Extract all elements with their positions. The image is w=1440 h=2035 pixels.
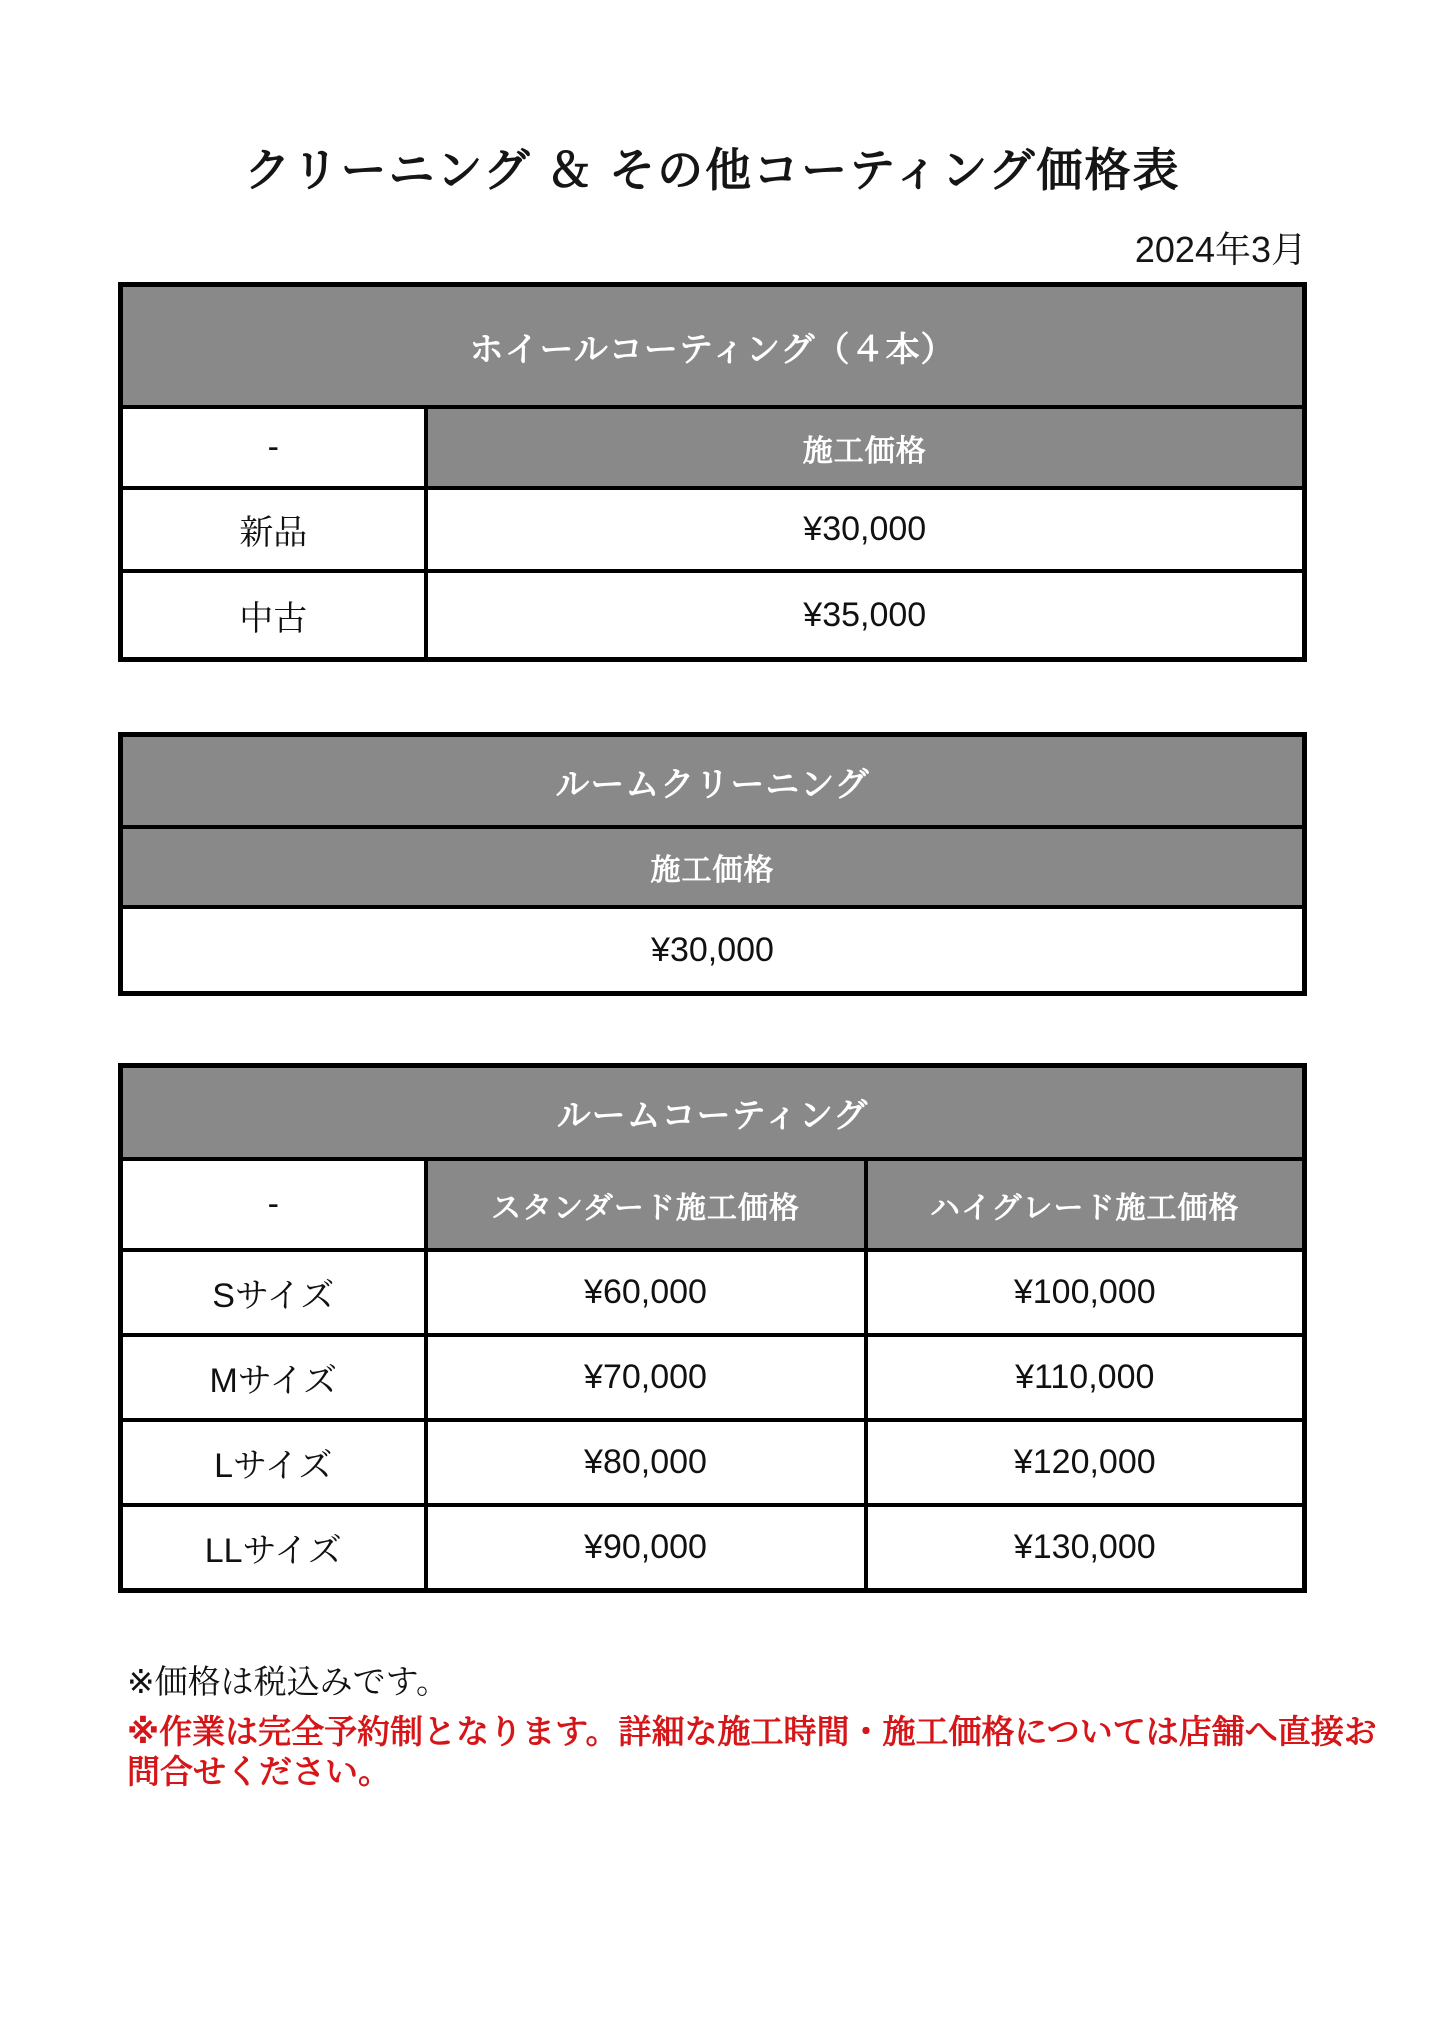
row-label: Sサイズ xyxy=(121,1250,426,1335)
price-column-header: 施工価格 xyxy=(426,407,1305,488)
row-label: 中古 xyxy=(121,571,426,660)
room-cleaning-table xyxy=(118,732,1307,996)
room-coating-table-title: ルームコーティング xyxy=(121,1066,1305,1160)
column-header-row xyxy=(121,827,1305,907)
standard-price-value: ¥90,000 xyxy=(426,1505,866,1591)
row-label: Lサイズ xyxy=(121,1420,426,1505)
room-cleaning-table-title: ルームクリーニング xyxy=(121,735,1305,828)
table-row xyxy=(121,1420,1305,1505)
price-column-header: 施工価格 xyxy=(121,827,1305,907)
table-row xyxy=(121,488,1305,571)
price-value: ¥30,000 xyxy=(426,488,1305,571)
table-header-row xyxy=(121,285,1305,408)
corner-cell: - xyxy=(121,1159,426,1250)
row-label: LLサイズ xyxy=(121,1505,426,1591)
row-label: Mサイズ xyxy=(121,1335,426,1420)
room-coating-table xyxy=(118,1063,1307,1593)
tax-included-note: ※価格は税込みです。 xyxy=(127,1663,450,1700)
table-row xyxy=(121,1335,1305,1420)
table-header-row xyxy=(121,735,1305,828)
table-row xyxy=(121,571,1305,660)
standard-price-column-header: スタンダード施工価格 xyxy=(426,1159,866,1250)
standard-price-value: ¥70,000 xyxy=(426,1335,866,1420)
row-label: 新品 xyxy=(121,488,426,571)
price-value: ¥30,000 xyxy=(121,907,1305,994)
high-grade-price-value: ¥120,000 xyxy=(866,1420,1305,1505)
page-title: クリーニング ＆ その他コーティング価格表 xyxy=(244,144,1181,196)
column-header-row xyxy=(121,407,1305,488)
high-grade-price-value: ¥100,000 xyxy=(866,1250,1305,1335)
high-grade-price-value: ¥130,000 xyxy=(866,1505,1305,1591)
document-date: 2024年3月 xyxy=(1134,229,1307,270)
column-header-row xyxy=(121,1159,1305,1250)
wheel-coating-table xyxy=(118,282,1307,662)
table-header-row xyxy=(121,1066,1305,1160)
standard-price-value: ¥80,000 xyxy=(426,1420,866,1505)
price-value: ¥35,000 xyxy=(426,571,1305,660)
table-row xyxy=(121,1250,1305,1335)
reservation-note: ※作業は完全予約制となります。詳細な施工時間・施工価格については店舗へ直接お問合せください。 xyxy=(127,1713,1377,1790)
corner-cell: - xyxy=(121,407,426,488)
table-row xyxy=(121,907,1305,994)
high-grade-price-column-header: ハイグレード施工価格 xyxy=(866,1159,1305,1250)
high-grade-price-value: ¥110,000 xyxy=(866,1335,1305,1420)
wheel-coating-table-title: ホイールコーティング（４本） xyxy=(121,285,1305,408)
standard-price-value: ¥60,000 xyxy=(426,1250,866,1335)
table-row xyxy=(121,1505,1305,1591)
